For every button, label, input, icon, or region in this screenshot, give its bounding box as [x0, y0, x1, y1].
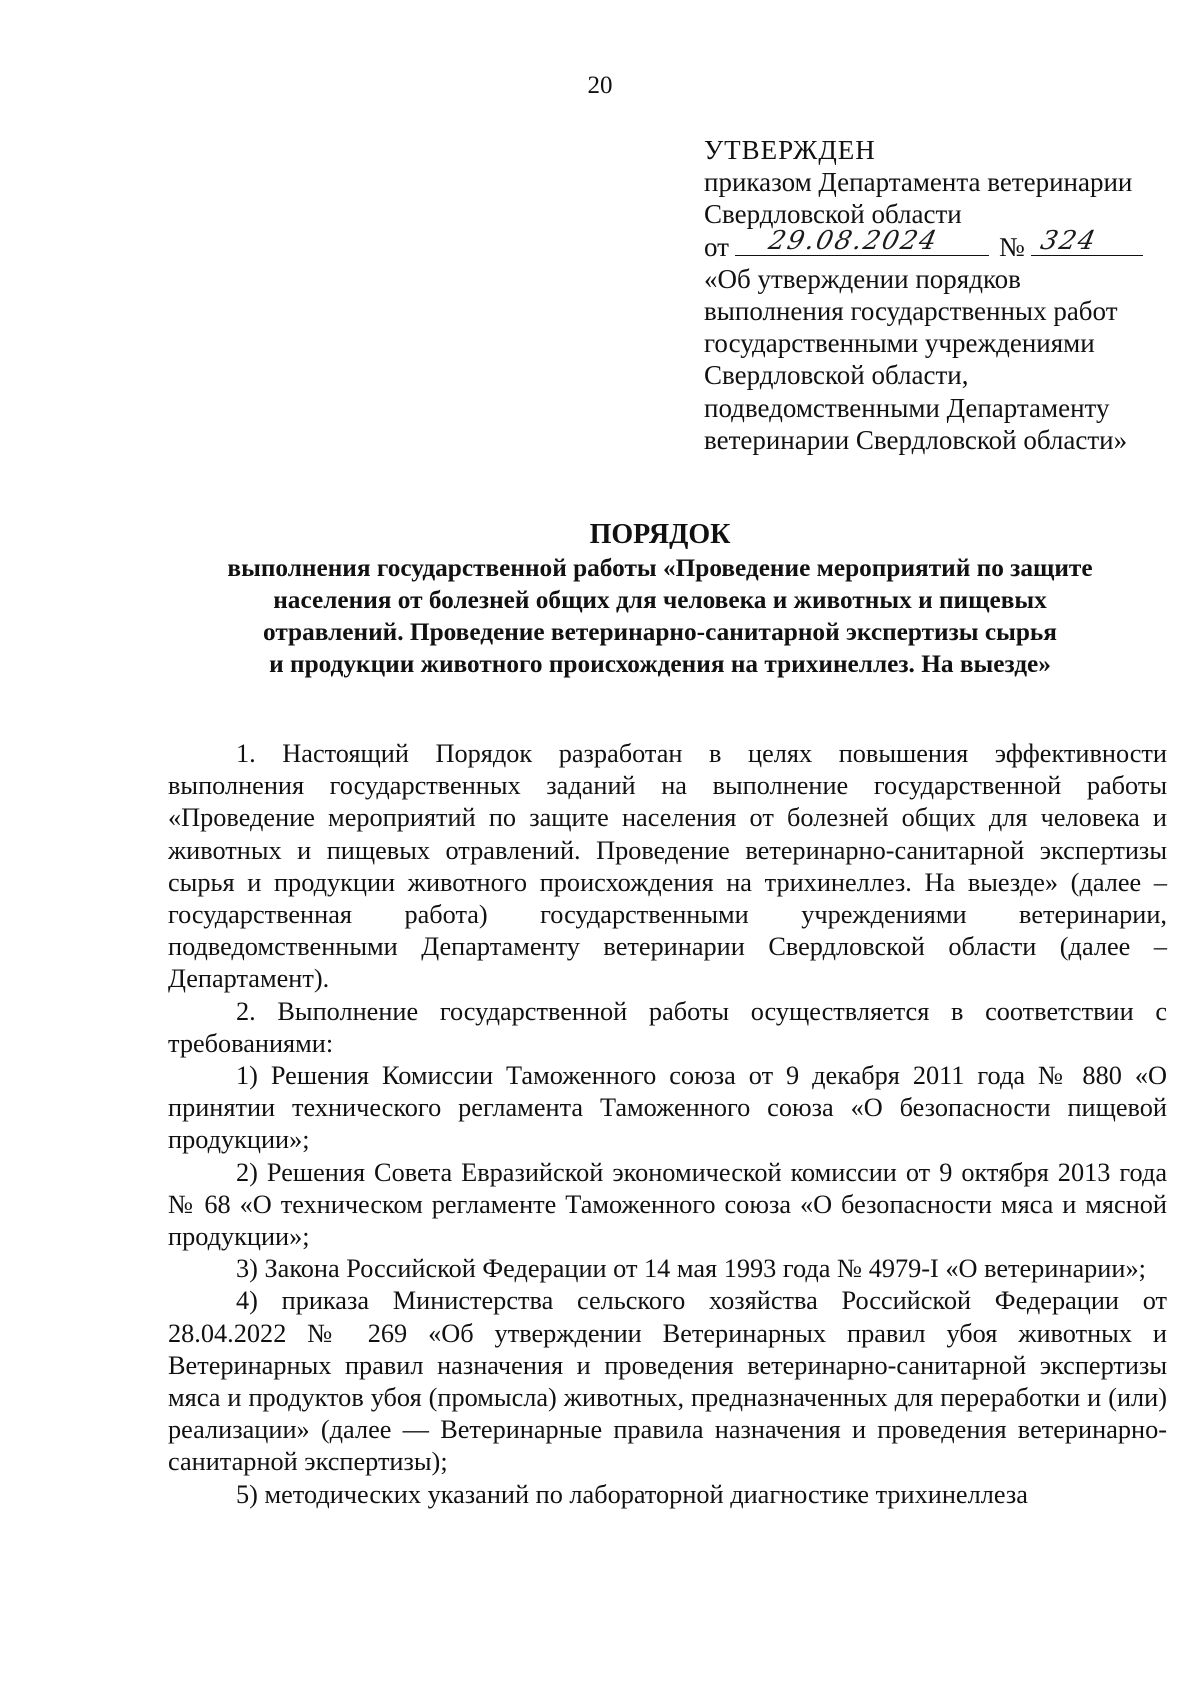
approval-quote-line: подведомственными Департаменту: [704, 392, 1110, 423]
list-item-2: 2) Решения Совета Евразийской экономической комиссии от 9 октября 2013 года № 68 «О техническом регламенте Таможенного союза «О безопасности мяса и мясной продукции»;: [168, 1157, 1167, 1252]
list-item-3: 3) Закона Российской Федерации от 14 мая 1993 года № 4979-I «О ветеринарии»;: [236, 1254, 1146, 1284]
list-item-4: 4) приказа Министерства сельского хозяйства Российской Федерации от 28.04.2022 № 269 «Об утверждении Ветеринарных правил убоя животных и Ветеринарных правил назначения и проведения ветеринарно-санитарной экспертизы мяса и продуктов убоя (промысла) животных, предназначенных для переработки и (или) реализации» (далее — Ветеринарные правила назначения и проведения ветеринарно-санитарной экспертизы);: [168, 1286, 1167, 1477]
list-item-5: 5) методических указаний по лабораторной диагностике трихинеллеза: [236, 1479, 1028, 1509]
date-fill-line: [735, 226, 989, 257]
handwritten-date: 29.08.2024: [765, 226, 942, 257]
approval-block: [704, 134, 1174, 456]
approval-quote-line: «Об утверждении порядков: [704, 263, 1021, 294]
page-number: 20: [587, 72, 613, 99]
paragraph-1: 1. Настоящий Порядок разработан в целях повышения эффективности выполнения государственных заданий на выполнение государственной работы «Проведение мероприятий по защите населения от болезней общих для человека и животных и пищевых отравлений. Проведение ветеринарно-санитарной экспертизы сырья и продукции животного происхождения на трихинеллез. На выезде» (далее – государственная работа) государственными учреждениями ветеринарии, подведомственными Департаменту ветеринарии Свердловской области (далее – Департамент).: [168, 739, 1167, 994]
document-body: [168, 738, 1167, 1511]
list-item-1: 1) Решения Комиссии Таможенного союза от 9 декабря 2011 года № 880 «О принятии технического регламента Таможенного союза «О безопасности пищевой продукции»;: [168, 1061, 1167, 1155]
paragraph-2: 2. Выполнение государственной работы осуществляется в соответствии с требованиями:: [168, 996, 1167, 1058]
approval-date-number-line: [704, 226, 1174, 263]
approval-line-1: приказом Департамента ветеринарии: [704, 167, 1133, 198]
date-prefix: от: [704, 231, 729, 262]
heading-subtitle-line: выполнения государственной работы «Проведение мероприятий по защите: [227, 554, 1093, 582]
handwritten-number: 324: [1037, 226, 1100, 257]
approval-quote-line: выполнения государственных работ: [704, 296, 1118, 327]
number-fill-line: [1031, 226, 1143, 257]
document-heading: [160, 518, 1160, 680]
approval-quote-line: ветеринарии Свердловской области»: [704, 424, 1128, 455]
number-prefix: №: [998, 231, 1025, 262]
approval-line-2: Свердловской области: [704, 199, 962, 230]
heading-title: ПОРЯДОК: [589, 519, 731, 550]
approval-quote-line: государственными учреждениями: [704, 328, 1095, 359]
heading-subtitle-line: населения от болезней общих для человека и животных и пищевых: [273, 586, 1047, 614]
heading-subtitle-line: и продукции животного происхождения на трихинеллез. На выезде»: [269, 650, 1051, 678]
approval-title: УТВЕРЖДЕН: [704, 135, 876, 165]
approval-quote-line: Свердловской области,: [704, 360, 969, 391]
heading-subtitle-line: отравлений. Проведение ветеринарно-санитарной экспертизы сырья: [263, 618, 1057, 646]
